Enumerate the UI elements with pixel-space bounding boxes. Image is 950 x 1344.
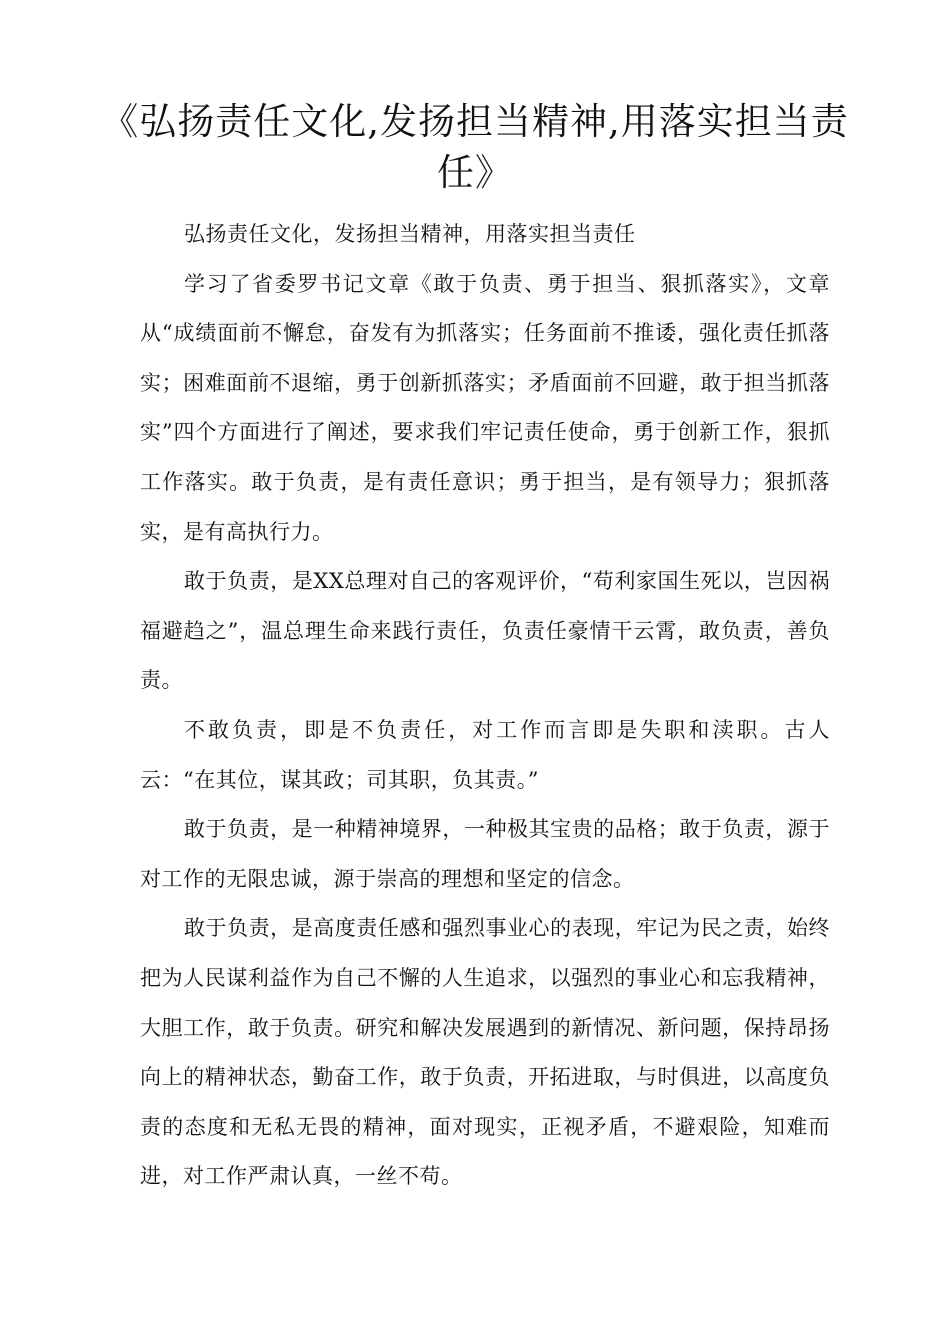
document-body xyxy=(140,210,830,1202)
document-title: 《弘扬责任文化,发扬担当精神,用落实担当责任》 xyxy=(101,100,849,194)
paragraph: 学习了省委罗书记文章《敢于负责、勇于担当、狠抓落实》，文章从“成绩面前不懈怠，奋发有为抓落实；任务面前不推诿，强化责任抓落实；困难面前不退缩，勇于创新抓落实；矛盾面前不回避，敢于担当抓落实”四个方面进行了阐述，要求我们牢记责任使命，勇于创新工作，狠抓工作落实。敢于负责，是有责任意识；勇于担当，是有领导力；狠抓落实，是有高执行力。 xyxy=(140,271,830,544)
paragraph: 敢于负责，是XX总理对自己的客观评价，“苟利家国生死以，岂因祸福避趋之”，温总理生命来践行责任，负责任豪情干云霄，敢负责，善负责。 xyxy=(140,569,830,693)
paragraph: 敢于负责，是高度责任感和强烈事业心的表现，牢记为民之责，始终把为人民谋利益作为自己不懈的人生追求，以强烈的事业心和忘我精神，大胆工作，敢于负责。研究和解决发展遇到的新情况、新问题，保持昂扬向上的精神状态，勤奋工作，敢于负责，开拓进取，与时俱进，以高度负责的态度和无私无畏的精神，面对现实，正视矛盾，不避艰险，知难而进，对工作严肃认真，一丝不苟。 xyxy=(140,916,830,1189)
paragraph-subtitle: 弘扬责任文化，发扬担当精神，用落实担当责任 xyxy=(184,222,636,246)
paragraph: 敢于负责，是一种精神境界，一种极其宝贵的品格；敢于负责，源于对工作的无限忠诚，源于崇高的理想和坚定的信念。 xyxy=(140,817,830,891)
paragraph: 不敢负责，即是不负责任，对工作而言即是失职和渎职。古人云：“在其位，谋其政；司其职，负其责。” xyxy=(140,717,830,792)
